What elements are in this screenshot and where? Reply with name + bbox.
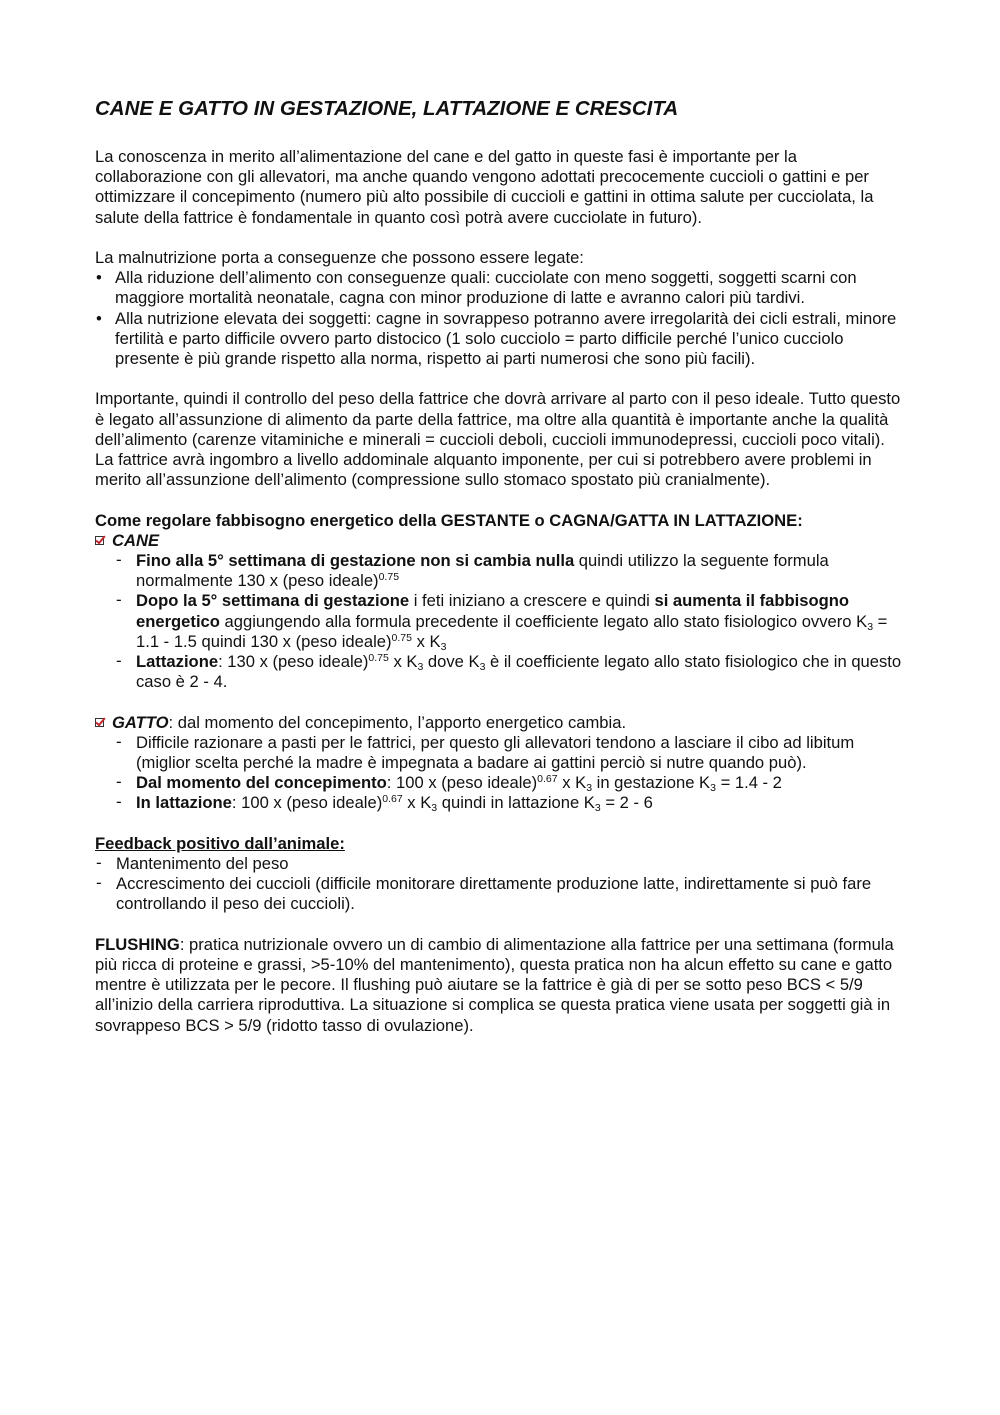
list-item: - Difficile razionare a pasti per le fattrici, per questo gli allevatori tendono a lasciare il cibo ad libitum (miglior scelta perché la madre è impegnata a badare ai gattini perciò si nutre quando può). [115, 733, 908, 773]
text: : 130 x (peso ideale) [218, 652, 369, 672]
text: : pratica nutrizionale ovvero un di cambio di alimentazione alla fattrice per una settimana (formula più ricca di proteine e grassi, >5-10% del mantenimento), questa pratica non ha alcun effetto su cane e gatto mentre è utilizzata per le pecore. Il flushing può aiutare se la fattrice è già di per se sotto peso BCS < 5/9 all’inizio della carriera riproduttiva. La situazione si complica se questa pratica viene usata per soggetti già in sovrappeso BCS > 5/9 (ridotto tasso di ovulazione). [95, 934, 894, 1035]
bold-text: Dal momento del concepimento [136, 773, 387, 793]
exponent: 0.75 [368, 652, 389, 665]
list-item: • Alla nutrizione elevata dei soggetti: cagne in sovrappeso potranno avere irregolarità dei cicli estrali, minore fertilità e parto difficile ovvero parto distocico (1 solo cucciolo = parto difficile perché l’unico cucciolo presente è più grande rispetto alla norma, rispetto ai parti numerosi che sono più facili). [95, 309, 908, 370]
bold-text: Lattazione [136, 652, 219, 672]
list-item [115, 591, 908, 652]
checkbox-icon [95, 536, 104, 545]
text: : 100 x (peso ideale) [386, 773, 538, 793]
text: dove K [423, 652, 480, 672]
text: quindi utilizzo la seguente formula normalmente 130 x (peso ideale) [136, 551, 829, 591]
subscript: 3 [431, 802, 438, 815]
cane-list [95, 551, 908, 692]
bold-text: Dopo la 5° settimana di gestazione [136, 591, 410, 611]
text: x K [402, 793, 432, 813]
page-title: CANE E GATTO IN GESTAZIONE, LATTAZIONE E CRESCITA [95, 97, 679, 120]
malnutrition-list [95, 268, 908, 369]
text: = 2 - 6 [600, 793, 653, 813]
spacer [95, 490, 908, 510]
text: : dal momento del concepimento, l’apporto energetico cambia. [168, 712, 627, 732]
spacer [95, 915, 908, 935]
list-item [115, 551, 908, 591]
bold-text: In lattazione [136, 793, 232, 813]
spacer [95, 692, 908, 712]
bold-text: Fino alla 5° settimana di gestazione non si cambia nulla [136, 551, 575, 571]
weight-paragraph: Importante, quindi il controllo del peso della fattrice che dovrà arrivare al parto con il peso ideale. Tutto questo è legato all’assunzione di alimento da parte della fattrice, ma oltre alla quantità è importante anche la qualità dell’alimento (carenze vitaminiche e minerali = cuccioli deboli, cuccioli immunodepressi, cuccioli poco vitali). [95, 389, 901, 449]
text: in gestazione K [592, 773, 711, 793]
text: i feti iniziano a crescere e quindi [409, 591, 655, 611]
flushing-term: FLUSHING [95, 934, 180, 954]
text: = 1.1 - 1.5 quindi 130 x (peso ideale) [136, 611, 888, 651]
spacer [95, 814, 908, 834]
list-item [115, 773, 908, 793]
list-item: • Alla riduzione dell’alimento con conseguenze quali: cucciolate con meno soggetti, soggetti scarni con maggiore mortalità neonatale, cagna con minor produzione di latte e avranno calori più tardivi. [95, 268, 908, 308]
text: x K [388, 652, 418, 672]
cane-heading [95, 531, 908, 551]
text: x K [557, 773, 587, 793]
malnutrition-lead: La malnutrizione porta a conseguenze che possono essere legate: [95, 248, 584, 267]
text: = 1.4 - 2 [715, 773, 782, 793]
subscript: 3 [479, 661, 486, 674]
checkbox-icon [95, 718, 104, 727]
intro-paragraph: La conoscenza in merito all’alimentazione del cane e del gatto in queste fasi è importante per la collaborazione con gli allevatori, ma anche quando vengono adottati precocemente cuccioli o gattini e per ottimizzare il concepimento (numero più alto possibile di cuccioli e gattini in ottima salute per cucciolata, la salute della fattrice è fondamentale in quanto così potrà avere cucciolate in futuro). [95, 147, 874, 227]
spacer [95, 228, 908, 248]
text: x K [411, 631, 441, 651]
cane-label: CANE [112, 530, 160, 550]
subscript: 3 [867, 620, 874, 633]
spacer [95, 369, 908, 389]
text: aggiungendo alla formula precedente il coefficiente legato allo stato fisiologico ovvero K [219, 611, 868, 631]
list-item [115, 652, 908, 692]
exponent: 0.67 [537, 773, 558, 786]
subscript: 3 [440, 640, 447, 653]
feedback-heading: Feedback positivo dall’animale: [95, 833, 345, 853]
bold-text: si aumenta il fabbisogno energetico [136, 591, 850, 631]
exponent: 0.75 [391, 631, 412, 644]
subscript: 3 [710, 782, 716, 795]
list-item [115, 793, 908, 813]
gatto-heading [95, 713, 908, 733]
subscript: 3 [586, 782, 593, 795]
text: : 100 x (peso ideale) [231, 793, 383, 813]
exponent: 0.67 [382, 793, 403, 806]
feedback-list [95, 854, 908, 915]
energy-heading: Come regolare fabbisogno energetico della GESTANTE o CAGNA/GATTA IN LATTAZIONE: [95, 510, 803, 530]
flushing-paragraph [95, 935, 908, 1036]
text: è il coefficiente legato allo stato fisiologico che in questo caso è 2 - 4. [136, 652, 902, 692]
text: quindi in lattazione K [437, 793, 595, 813]
subscript: 3 [594, 802, 601, 815]
exponent: 0.75 [378, 571, 400, 584]
gatto-list [95, 733, 908, 814]
gatto-label: GATTO [112, 712, 169, 732]
list-item: - Mantenimento del peso [95, 854, 908, 874]
list-item: - Accrescimento dei cuccioli (difficile monitorare direttamente produzione latte, indirettamente si può fare controllando il peso dei cuccioli). [95, 874, 908, 914]
subscript: 3 [417, 661, 424, 674]
weight-paragraph-2: La fattrice avrà ingombro a livello addominale alquanto imponente, per cui si potrebbero avere problemi in merito all’assunzione dell’alimento (compressione sullo stomaco spostato più cranialmente). [95, 450, 872, 490]
